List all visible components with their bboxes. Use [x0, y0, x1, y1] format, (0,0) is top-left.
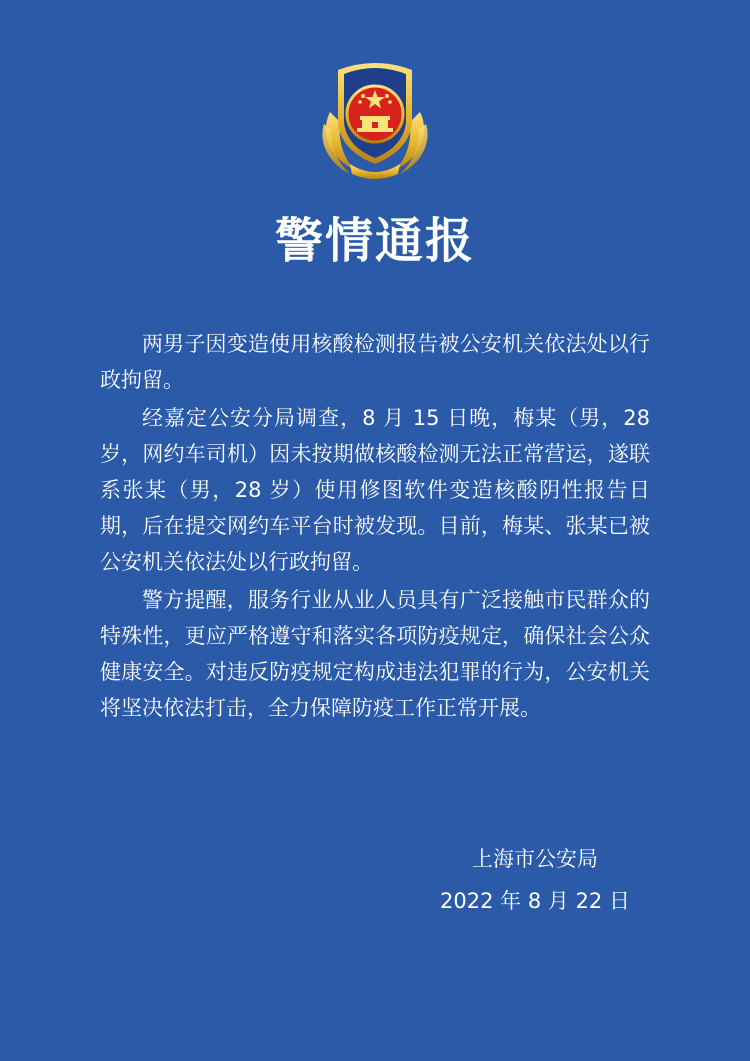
issuer-name: 上海市公安局 — [472, 847, 598, 871]
notice-paragraph: 两男子因变造使用核酸检测报告被公安机关依法处以行政拘留。 — [100, 332, 650, 392]
notice-body — [100, 326, 650, 726]
police-emblem-icon — [310, 52, 440, 182]
notice-title: 警情通报 — [274, 213, 475, 269]
notice-paragraph: 警方提醒，服务行业从业人员具有广泛接触市民群众的特殊性，更应严格遵守和落实各项防疫规定，确保社会公众健康安全。对违反防疫规定构成违法犯罪的行为，公安机关将坚决依法打击，全力保障防疫工作正常开展。 — [100, 588, 650, 720]
notice-signature — [430, 838, 640, 922]
notice-paragraph: 经嘉定公安分局调查，8 月 15 日晚，梅某（男，28 岁，网约车司机）因未按期做核酸检测无法正常营运，遂联系张某（男，28 岁）使用修图软件变造核酸阴性报告日期，后在提交网约车平台时被发现。目前，梅某、张某已被公安机关依法处以行政拘留。 — [100, 406, 650, 574]
issue-date: 2022 年 8 月 22 日 — [440, 889, 630, 913]
